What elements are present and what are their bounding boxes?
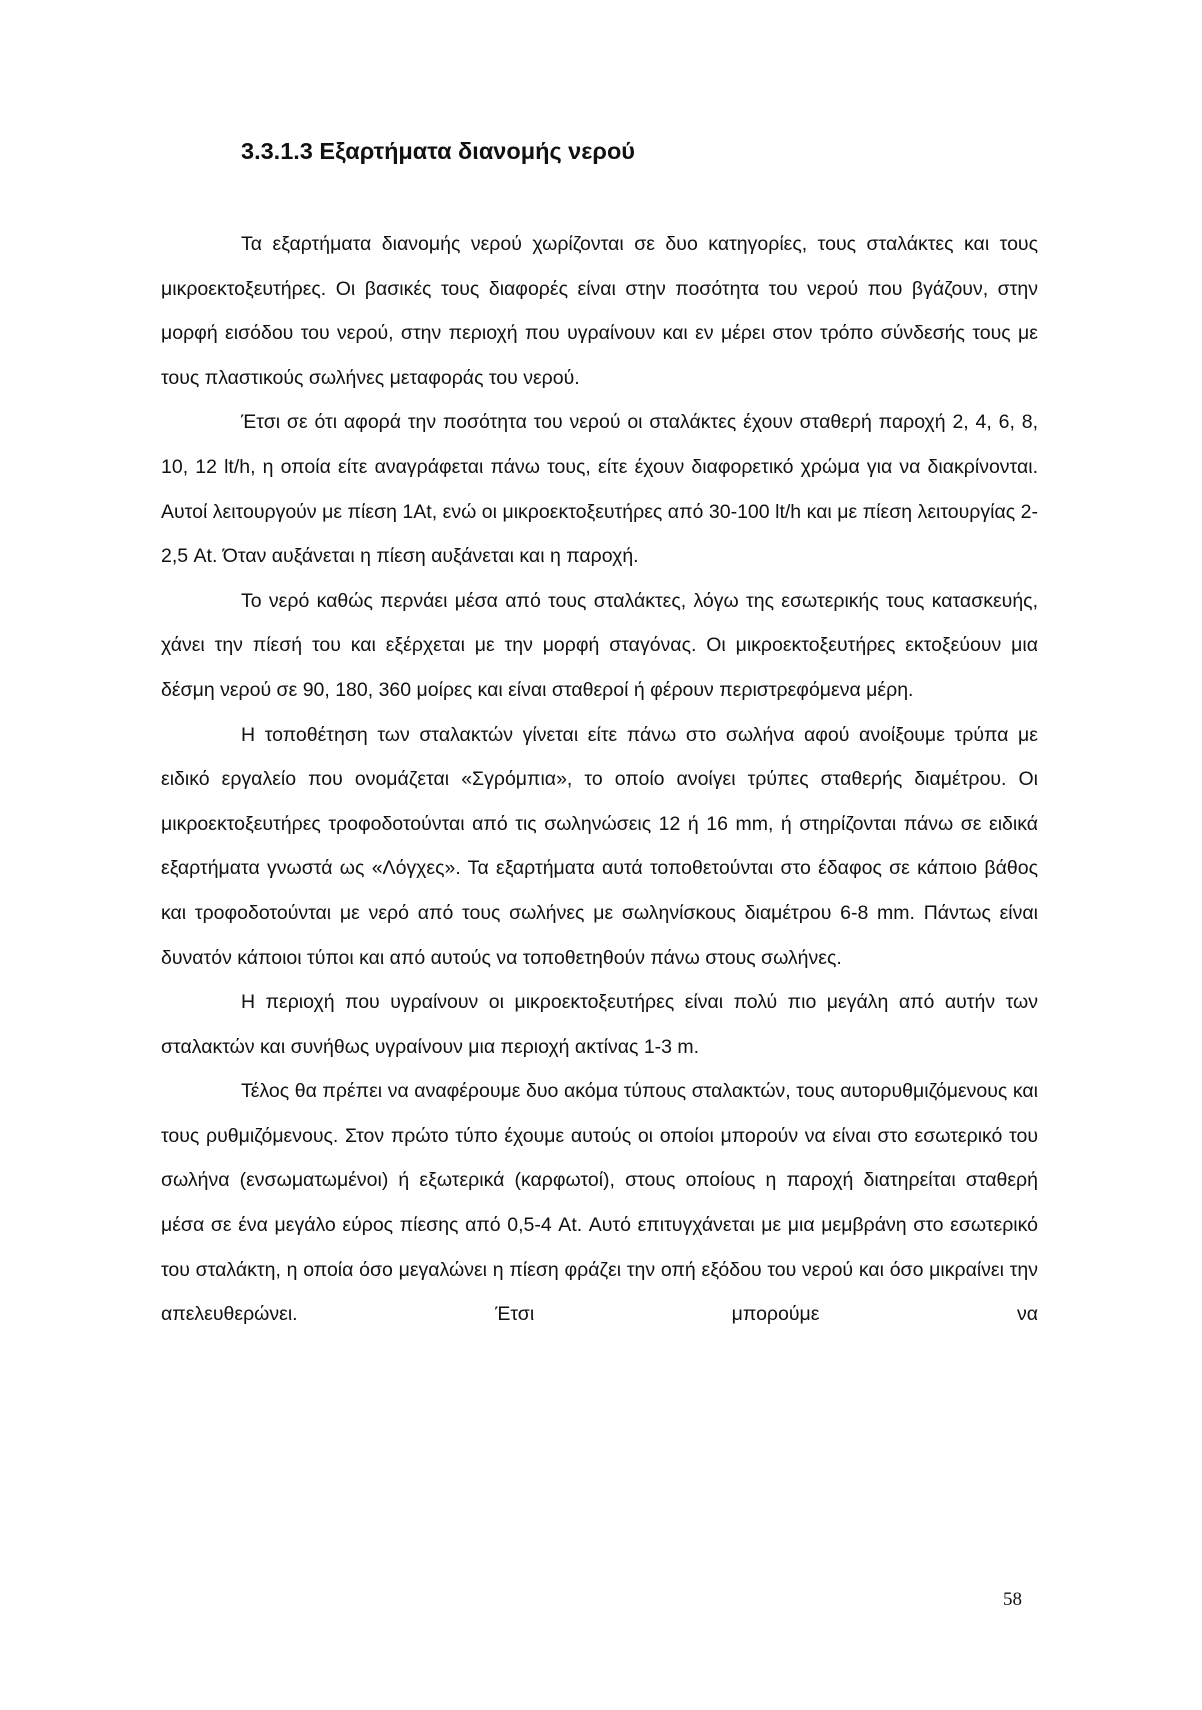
page-number: 58 (1003, 1589, 1022, 1610)
paragraph: Η τοποθέτηση των σταλακτών γίνεται είτε πάνω στο σωλήνα αφού ανοίξουμε τρύπα με ειδικό εργαλείο που ονομάζεται «Σγρόμπια», το οποίο ανοίγει τρύπες σταθερής διαμέτρου. Οι μικροεκτοξευτήρες τροφοδοτούνται από τις σωληνώσεις 12 ή 16 mm, ή στηρίζονται πάνω σε ειδικά εξαρτήματα γνωστά ως «Λόγχες». Τα εξαρτήματα αυτά τοποθετούνται στο έδαφος σε κάποιο βάθος και τροφοδοτούνται με νερό από τους σωλήνες με σωληνίσκους διαμέτρου 6-8 mm. Πάντως είναι δυνατόν κάποιοι τύποι και από αυτούς να τοποθετηθούν πάνω στους σωλήνες. (161, 723, 1038, 969)
paragraph: Η περιοχή που υγραίνουν οι μικροεκτοξευτήρες είναι πολύ πιο μεγάλη από αυτήν των σταλακτών και συνήθως υγραίνουν μια περιοχή ακτίνας 1-3 m. (161, 991, 1038, 1058)
paragraph: Το νερό καθώς περνάει μέσα από τους σταλάκτες, λόγω της εσωτερικής τους κατασκευής, χάνει την πίεσή του και εξέρχεται με την μορφή σταγόνας. Οι μικροεκτοξευτήρες εκτοξεύουν μια δέσμη νερού σε 90, 180, 360 μοίρες και είναι σταθεροί ή φέρουν περιστρεφόμενα μέρη. (161, 589, 1038, 701)
section-heading: 3.3.1.3 Εξαρτήματα διανομής νερού (241, 138, 635, 164)
paragraph: Τέλος θα πρέπει να αναφέρουμε δυο ακόμα τύπους σταλακτών, τους αυτορυθμιζόμενους και τους ρυθμιζόμενους. Στον πρώτο τύπο έχουμε αυτούς οι οποίοι μπορούν να είναι στο εσωτερικό του σωλήνα (ενσωματωμένοι) ή εξωτερικά (καρφωτοί), στους οποίους η παροχή διατηρείται σταθερή μέσα σε ένα μεγάλο εύρος πίεσης από 0,5-4 At. Αυτό επιτυγχάνεται με μια μεμβράνη στο εσωτερικό του σταλάκτη, η οποία όσο μεγαλώνει η πίεση φράζει την οπή εξόδου του νερού και όσο μικραίνει την απελευθερώνει. Έτσι μπορούμε να (161, 1080, 1038, 1326)
paragraph: Έτσι σε ότι αφορά την ποσότητα του νερού οι σταλάκτες έχουν σταθερή παροχή 2, 4, 6, 8, 10, 12 lt/h, η οποία είτε αναγράφεται πάνω τους, είτε έχουν διαφορετικό χρώμα για να διακρίνονται. Αυτοί λειτουργούν με πίεση 1At, ενώ οι μικροεκτοξευτήρες από 30-100 lt/h και με πίεση λειτουργίας 2-2,5 At. Όταν αυξάνεται η πίεση αυξάνεται και η παροχή. (161, 411, 1038, 568)
paragraph: Τα εξαρτήματα διανομής νερού χωρίζονται σε δυο κατηγορίες, τους σταλάκτες και τους μικροεκτοξευτήρες. Οι βασικές τους διαφορές είναι στην ποσότητα του νερού που βγάζουν, στην μορφή εισόδου του νερού, στην περιοχή που υγραίνουν και εν μέρει στον τρόπο σύνδεσής τους με τους πλαστικούς σωλήνες μεταφοράς του νερού. (161, 233, 1038, 389)
body-text (161, 222, 1038, 1337)
